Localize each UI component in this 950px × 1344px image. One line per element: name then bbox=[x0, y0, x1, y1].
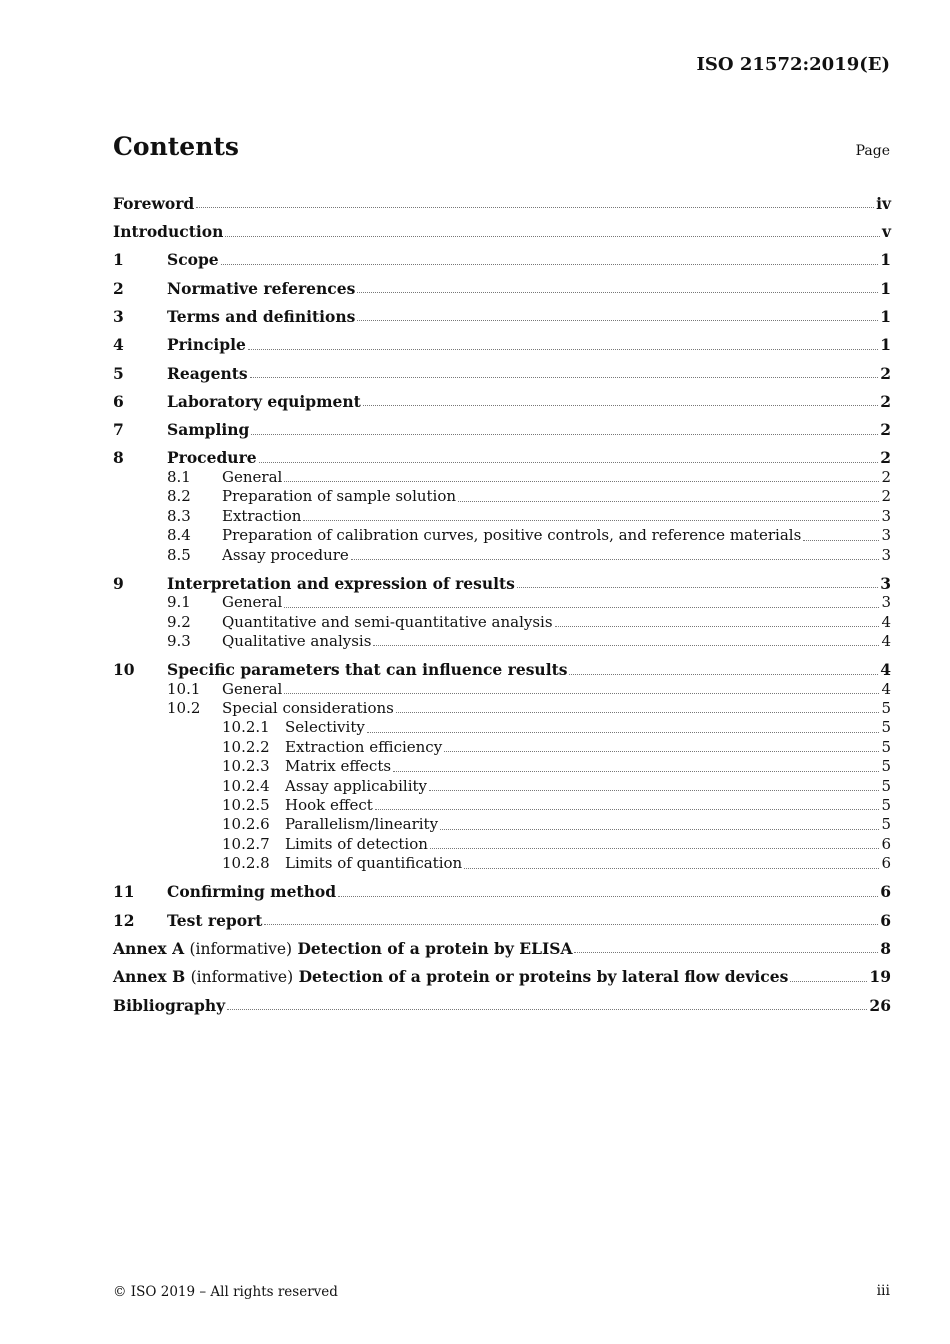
dot-leader bbox=[393, 771, 879, 772]
toc-entry-number: 8.2 bbox=[167, 487, 191, 506]
dot-leader bbox=[227, 1009, 867, 1010]
toc-entry-title: Interpretation and expression of results bbox=[167, 573, 515, 593]
toc-entry[interactable] bbox=[113, 757, 891, 776]
dot-leader bbox=[303, 520, 879, 521]
toc-entry-title: Principle bbox=[167, 335, 246, 355]
toc-entry[interactable] bbox=[113, 718, 891, 737]
toc-entry[interactable] bbox=[113, 796, 891, 815]
toc-entry-title: Procedure bbox=[167, 448, 257, 468]
dot-leader bbox=[555, 626, 880, 627]
contents-title: Contents bbox=[113, 132, 240, 161]
toc-entry-title: General bbox=[222, 467, 283, 486]
dot-leader bbox=[367, 732, 880, 733]
toc-entry[interactable] bbox=[113, 939, 891, 959]
toc-entry-title: Assay applicability bbox=[285, 776, 427, 795]
toc-entry-title: Preparation of calibration curves, positive controls, and reference materials bbox=[222, 526, 802, 545]
toc-entry-title: Sampling bbox=[167, 420, 250, 440]
toc-entry-page: 5 bbox=[881, 796, 891, 815]
toc-entry-number: 10.2.5 bbox=[222, 796, 270, 815]
toc-entry-page: 5 bbox=[881, 699, 891, 718]
toc-entry-number: 10.2.6 bbox=[222, 815, 270, 834]
copyright-notice: © ISO 2019 – All rights reserved bbox=[113, 1284, 338, 1300]
toc-entry[interactable] bbox=[113, 632, 891, 651]
dot-leader bbox=[429, 790, 879, 791]
toc-entry-number: 3 bbox=[113, 306, 124, 326]
toc-entry-number: 6 bbox=[113, 391, 124, 411]
document-id: ISO 21572:2019(E) bbox=[696, 54, 890, 75]
toc-entry-page: 3 bbox=[881, 545, 891, 564]
toc-entry-page: 2 bbox=[880, 448, 891, 468]
toc-entry-title bbox=[113, 939, 572, 958]
toc-entry[interactable] bbox=[113, 574, 891, 594]
toc-entry[interactable] bbox=[113, 882, 891, 902]
toc-entry[interactable] bbox=[113, 487, 891, 506]
dot-leader bbox=[225, 236, 880, 237]
toc-entry-page: 1 bbox=[880, 335, 891, 355]
toc-entry-title: Extraction bbox=[222, 506, 302, 525]
annex-info: (informative) bbox=[189, 939, 293, 958]
toc-entry-title: Limits of detection bbox=[285, 834, 428, 853]
toc-entry-page: 5 bbox=[881, 757, 891, 776]
toc-entry[interactable] bbox=[113, 222, 891, 242]
toc-entry-number: 8 bbox=[113, 448, 124, 468]
annex-info: (informative) bbox=[190, 968, 294, 987]
annex-title: Detection of a protein or proteins by lateral flow devices bbox=[298, 967, 789, 987]
toc-entry[interactable] bbox=[113, 660, 891, 680]
annex-title: Detection of a protein by ELISA bbox=[297, 938, 573, 958]
toc-entry-page: 4 bbox=[881, 612, 891, 631]
toc-entry-page: iv bbox=[876, 193, 891, 213]
dot-leader bbox=[517, 587, 878, 588]
toc-entry[interactable] bbox=[113, 526, 891, 545]
dot-leader bbox=[196, 207, 874, 208]
toc-entry-title: Scope bbox=[167, 250, 219, 270]
toc-entry-page: 8 bbox=[880, 938, 891, 958]
dot-leader bbox=[338, 896, 878, 897]
toc-entry-title: General bbox=[222, 679, 283, 698]
dot-leader bbox=[357, 292, 878, 293]
toc-entry-page: 3 bbox=[881, 593, 891, 612]
toc-entry-page: 2 bbox=[881, 467, 891, 486]
toc-entry-page: 4 bbox=[881, 679, 891, 698]
toc-entry-page: 5 bbox=[881, 815, 891, 834]
dot-leader bbox=[790, 981, 867, 982]
toc-entry-page: 3 bbox=[880, 573, 891, 593]
toc-entry-number: 10.2.2 bbox=[222, 737, 270, 756]
toc-entry-page: 3 bbox=[881, 526, 891, 545]
toc-entry[interactable] bbox=[113, 738, 891, 757]
toc-entry-title: General bbox=[222, 593, 283, 612]
dot-leader bbox=[574, 952, 878, 953]
toc-entry-number: 2 bbox=[113, 278, 124, 298]
annex-label: Annex A bbox=[113, 938, 185, 958]
dot-leader bbox=[251, 434, 878, 435]
toc-entry-number: 10.2.4 bbox=[222, 776, 270, 795]
toc-entry[interactable] bbox=[113, 777, 891, 796]
toc-entry-number: 10 bbox=[113, 660, 135, 680]
toc-entry-number: 9.1 bbox=[167, 593, 191, 612]
dot-leader bbox=[221, 264, 879, 265]
toc-entry-title: Foreword bbox=[113, 193, 195, 213]
toc-entry-title: Confirming method bbox=[167, 882, 337, 902]
toc-entry-page: 19 bbox=[869, 967, 891, 987]
page-column-label: Page bbox=[855, 143, 890, 159]
dot-leader bbox=[373, 645, 879, 646]
dot-leader bbox=[375, 809, 880, 810]
toc-entry[interactable] bbox=[113, 546, 891, 565]
dot-leader bbox=[464, 868, 879, 869]
toc-entry-number: 8.4 bbox=[167, 526, 191, 545]
page-number: iii bbox=[876, 1283, 890, 1299]
dot-leader bbox=[351, 559, 880, 560]
toc-entry-number: 9.2 bbox=[167, 612, 191, 631]
toc-entry-title: Assay procedure bbox=[222, 545, 349, 564]
dot-leader bbox=[248, 349, 878, 350]
toc-entry-title: Hook effect bbox=[285, 796, 373, 815]
toc-entry-page: 6 bbox=[880, 882, 891, 902]
toc-entry[interactable] bbox=[113, 250, 891, 270]
toc-entry-title: Special considerations bbox=[222, 699, 394, 718]
toc-entry-title: Terms and definitions bbox=[167, 306, 356, 326]
toc-entry-title: Reagents bbox=[167, 363, 248, 383]
toc-entry[interactable] bbox=[113, 699, 891, 718]
toc-entry-number: 10.2.1 bbox=[222, 718, 270, 737]
toc-entry-page: v bbox=[881, 222, 891, 242]
toc-entry[interactable] bbox=[113, 593, 891, 612]
dot-leader bbox=[284, 693, 879, 694]
toc-entry[interactable] bbox=[113, 194, 891, 214]
toc-entry-page: 2 bbox=[880, 363, 891, 383]
toc-entry-number: 10.2.7 bbox=[222, 834, 270, 853]
toc-entry-page: 2 bbox=[880, 391, 891, 411]
toc-entry[interactable] bbox=[113, 279, 891, 299]
toc-entry-page: 1 bbox=[880, 306, 891, 326]
dot-leader bbox=[357, 320, 878, 321]
toc-entry-page: 2 bbox=[880, 420, 891, 440]
toc-entry-page: 5 bbox=[881, 737, 891, 756]
toc-entry-title: Introduction bbox=[113, 222, 224, 242]
toc-entry[interactable] bbox=[113, 335, 891, 355]
toc-entry-number: 10.2 bbox=[167, 699, 201, 718]
toc-entry-page: 2 bbox=[881, 487, 891, 506]
toc-entry-page: 5 bbox=[881, 718, 891, 737]
toc-entry-page: 1 bbox=[880, 250, 891, 270]
toc-entry-number: 4 bbox=[113, 335, 124, 355]
toc-entry-title: Bibliography bbox=[113, 995, 226, 1015]
toc-entry[interactable] bbox=[113, 996, 891, 1016]
toc-entry[interactable] bbox=[113, 854, 891, 873]
toc-entry[interactable] bbox=[113, 448, 891, 468]
toc-entry-page: 4 bbox=[880, 660, 891, 680]
toc-entry-title: Qualitative analysis bbox=[222, 632, 372, 650]
toc-entry-title: Extraction efficiency bbox=[285, 737, 443, 756]
dot-leader bbox=[264, 924, 878, 925]
toc-entry[interactable] bbox=[113, 364, 891, 384]
toc-entry[interactable] bbox=[113, 420, 891, 440]
toc-entry[interactable] bbox=[113, 815, 891, 834]
toc-entry-title: Normative references bbox=[167, 278, 356, 298]
toc-entry-title: Parallelism/linearity bbox=[285, 815, 439, 834]
toc-entry[interactable] bbox=[113, 507, 891, 526]
dot-leader bbox=[430, 848, 880, 849]
dot-leader bbox=[284, 607, 879, 608]
toc-entry[interactable] bbox=[113, 967, 891, 987]
toc-entry-number: 9 bbox=[113, 573, 124, 593]
table-of-contents bbox=[113, 185, 891, 1015]
toc-entry[interactable] bbox=[113, 680, 891, 699]
toc-entry[interactable] bbox=[113, 911, 891, 931]
toc-entry-number: 9.3 bbox=[167, 632, 191, 650]
dot-leader bbox=[259, 462, 879, 463]
toc-entry[interactable] bbox=[113, 392, 891, 412]
dot-leader bbox=[363, 405, 878, 406]
dot-leader bbox=[440, 829, 879, 830]
toc-entry-number: 10.1 bbox=[167, 679, 201, 698]
toc-entry-title: Preparation of sample solution bbox=[222, 487, 457, 506]
annex-label: Annex B bbox=[113, 967, 186, 987]
toc-entry-page: 4 bbox=[881, 632, 891, 650]
toc-entry-number: 8.3 bbox=[167, 506, 191, 525]
toc-entry[interactable] bbox=[113, 468, 891, 487]
toc-entry-number: 12 bbox=[113, 910, 135, 930]
toc-entry-page: 6 bbox=[881, 834, 891, 853]
dot-leader bbox=[284, 481, 879, 482]
toc-entry-title bbox=[113, 967, 788, 986]
toc-entry-title: Selectivity bbox=[285, 718, 365, 737]
toc-entry[interactable] bbox=[113, 835, 891, 854]
toc-entry-number: 8.1 bbox=[167, 467, 191, 486]
dot-leader bbox=[444, 751, 879, 752]
toc-entry-number: 1 bbox=[113, 250, 124, 270]
dot-leader bbox=[250, 377, 879, 378]
toc-entry-page: 3 bbox=[881, 506, 891, 525]
dot-leader bbox=[569, 674, 878, 675]
toc-entry-title: Matrix effects bbox=[285, 757, 392, 776]
toc-entry[interactable] bbox=[113, 613, 891, 632]
toc-entry[interactable] bbox=[113, 307, 891, 327]
toc-entry-number: 11 bbox=[113, 882, 135, 902]
toc-entry-number: 5 bbox=[113, 363, 124, 383]
toc-entry-title: Laboratory equipment bbox=[167, 391, 361, 411]
toc-entry-page: 6 bbox=[880, 910, 891, 930]
dot-leader bbox=[458, 501, 879, 502]
toc-entry-page: 6 bbox=[881, 854, 891, 873]
toc-entry-title: Specific parameters that can influence results bbox=[167, 660, 568, 680]
toc-entry-title: Limits of quantification bbox=[285, 854, 463, 873]
toc-entry-number: 8.5 bbox=[167, 545, 191, 564]
dot-leader bbox=[803, 540, 879, 541]
toc-entry-page: 26 bbox=[869, 995, 891, 1015]
toc-entry-number: 10.2.3 bbox=[222, 757, 270, 776]
toc-entry-number: 10.2.8 bbox=[222, 854, 270, 873]
dot-leader bbox=[396, 712, 880, 713]
toc-entry-number: 7 bbox=[113, 420, 124, 440]
toc-entry-title: Test report bbox=[167, 910, 263, 930]
toc-entry-page: 1 bbox=[880, 278, 891, 298]
toc-entry-title: Quantitative and semi-quantitative analysis bbox=[222, 612, 553, 631]
toc-entry-page: 5 bbox=[881, 776, 891, 795]
